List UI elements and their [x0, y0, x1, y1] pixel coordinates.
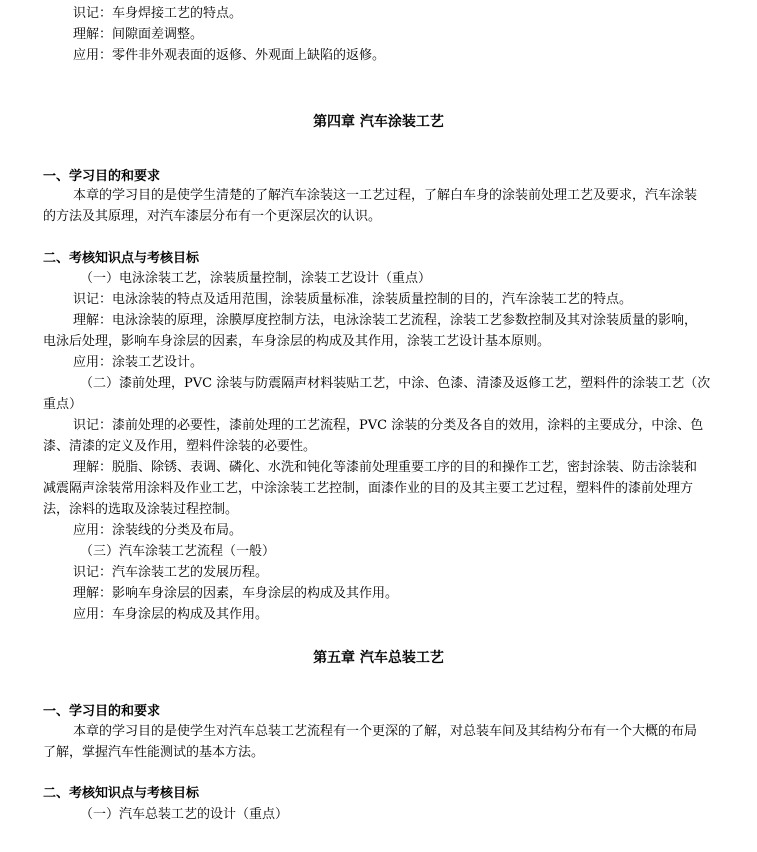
paragraph-line: 了解，掌握汽车性能测试的基本方法。 [43, 745, 265, 760]
text-line: 电泳后处理，影响车身涂层的因素，车身涂层的构成及其作用，涂装工艺设计基本原则。 [43, 334, 551, 349]
chapter-title: 第四章 汽车涂装工艺 [313, 114, 444, 130]
text-line: 重点） [43, 397, 83, 412]
text-line: 理解：间隙面差调整。 [73, 27, 204, 42]
section-heading: 二、考核知识点与考核目标 [43, 251, 200, 266]
text-line: 识记：车身焊接工艺的特点。 [73, 6, 243, 21]
paragraph-line: 本章的学习目的是使学生清楚的了解汽车涂装这一工艺过程，了解白车身的涂装前处理工艺及要求，汽车涂装 [73, 188, 698, 203]
section-heading: 二、考核知识点与考核目标 [43, 786, 200, 801]
text-line: 减震隔声涂装常用涂料及作业工艺，中涂涂装工艺控制，面漆作业的目的及其主要工艺过程，塑料件的漆前处理方 [43, 481, 694, 496]
text-line: 漆、清漆的定义及作用，塑料件涂装的必要性。 [43, 439, 317, 454]
text-line: 法，涂料的选取及涂装过程控制。 [43, 502, 239, 517]
subsection-heading: （三）汽车涂装工艺流程（一般） [80, 544, 276, 559]
chapter-title: 第五章 汽车总装工艺 [313, 650, 444, 666]
text-line: 理解：脱脂、除锈、表调、磷化、水洗和钝化等漆前处理重要工序的目的和操作工艺，密封涂装、防击涂装和 [73, 460, 698, 475]
text-line: 识记：漆前处理的必要性，漆前处理的工艺流程，PVC 涂装的分类及各自的效用，涂料的主要成分，中涂、色 [73, 418, 704, 433]
paragraph-line: 本章的学习目的是使学生对汽车总装工艺流程有一个更深的了解，对总装车间及其结构分布有一个大概的布局 [73, 724, 698, 739]
text-line: 识记：汽车涂装工艺的发展历程。 [73, 565, 269, 580]
subsection-heading: （一）电泳涂装工艺，涂装质量控制，涂装工艺设计（重点） [80, 271, 432, 286]
text-line: 应用：车身涂层的构成及其作用。 [73, 607, 269, 622]
subsection-heading: （二）漆前处理，PVC 涂装与防震隔声材料装贴工艺，中涂、色漆、清漆及返修工艺，塑料件的涂装工艺（次 [80, 376, 711, 391]
text-line: 理解：影响车身涂层的因素，车身涂层的构成及其作用。 [73, 586, 399, 601]
text-line: 理解：电泳涂装的原理，涂膜厚度控制方法，电泳涂装工艺流程，涂装工艺参数控制及其对涂装质量的影响， [73, 313, 698, 328]
section-heading: 一、学习目的和要求 [43, 169, 161, 184]
subsection-heading: （一）汽车总装工艺的设计（重点） [80, 807, 289, 822]
paragraph-line: 的方法及其原理，对汽车漆层分布有一个更深层次的认识。 [43, 209, 382, 224]
text-line: 应用：零件非外观表面的返修、外观面上缺陷的返修。 [73, 48, 386, 63]
text-line: 识记：电泳涂装的特点及适用范围，涂装质量标准，涂装质量控制的目的，汽车涂装工艺的特点。 [73, 292, 633, 307]
text-line: 应用：涂装线的分类及布局。 [73, 523, 243, 538]
text-line: 应用：涂装工艺设计。 [73, 355, 204, 370]
section-heading: 一、学习目的和要求 [43, 704, 161, 719]
